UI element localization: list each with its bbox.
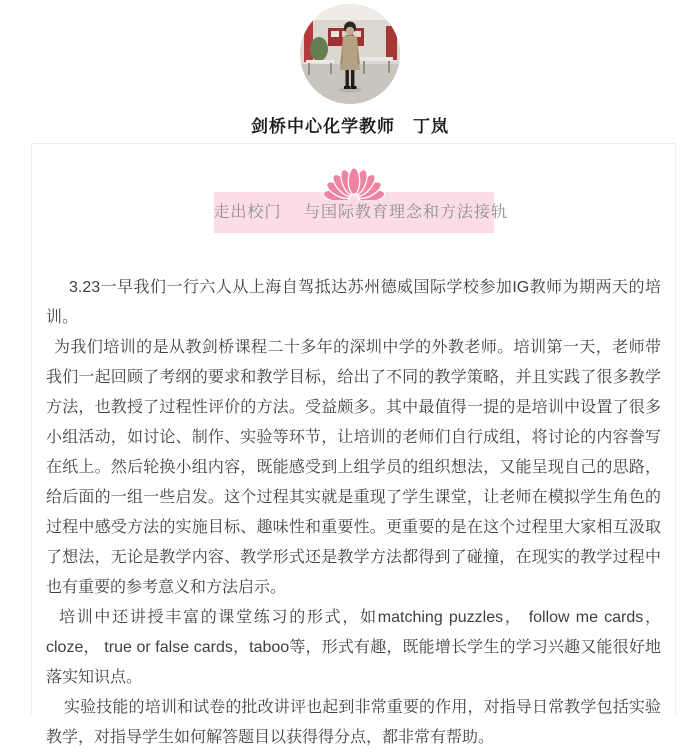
article-card	[31, 143, 676, 746]
section-banner	[213, 192, 508, 233]
article-body	[32, 273, 675, 753]
article-paragraph: 3.23一早我们一行六人从上海自驾抵达苏州德威国际学校参加IG教师为期两天的培训。	[46, 279, 661, 326]
article-paragraph: 实验技能的培训和试卷的批改讲评也起到非常重要的作用，对指导日常教学包括实验教学，对指导学生如何解答题目以获得得分点，都非常有帮助。	[46, 699, 661, 746]
page-title: 剑桥中心化学教师 丁岚	[251, 117, 449, 136]
section-banner-label: 走出校门 与国际教育理念和方法接轨	[213, 204, 508, 221]
lotus-flower-icon	[323, 166, 385, 200]
teacher-avatar	[300, 4, 400, 104]
teacher-photo-illustration	[300, 4, 400, 104]
article-paragraph: 培训中还讲授丰富的课堂练习的形式，如matching puzzles， follow me cards，cloze， true or false cards，taboo等，形式有趣，既能增长学生的学习兴趣又能很好地落实知识点。	[46, 609, 661, 686]
article-paragraph: 为我们培训的是从教剑桥课程二十多年的深圳中学的外教老师。培训第一天，老师带我们一起回顾了考纲的要求和教学目标，给出了不同的教学策略，并且实践了很多教学方法，也教授了过程性评价的方法。受益颇多。其中最值得一提的是培训中设置了很多小组活动，如讨论、制作、实验等环节，让培训的老师们自行成组，将讨论的内容誊写在纸上。然后轮换小组内容，既能感受到上组学员的组织想法，又能呈现自己的思路，给后面的一组一些启发。这个过程其实就是重现了学生课堂，让老师在模拟学生角色的过程中感受方法的实施目标、趣味性和重要性。更重要的是在这个过程里大家相互汲取了想法，无论是教学内容、教学形式还是教学方法都得到了碰撞，在现实的教学过程中也有重要的参考意义和方法启示。	[46, 339, 661, 596]
